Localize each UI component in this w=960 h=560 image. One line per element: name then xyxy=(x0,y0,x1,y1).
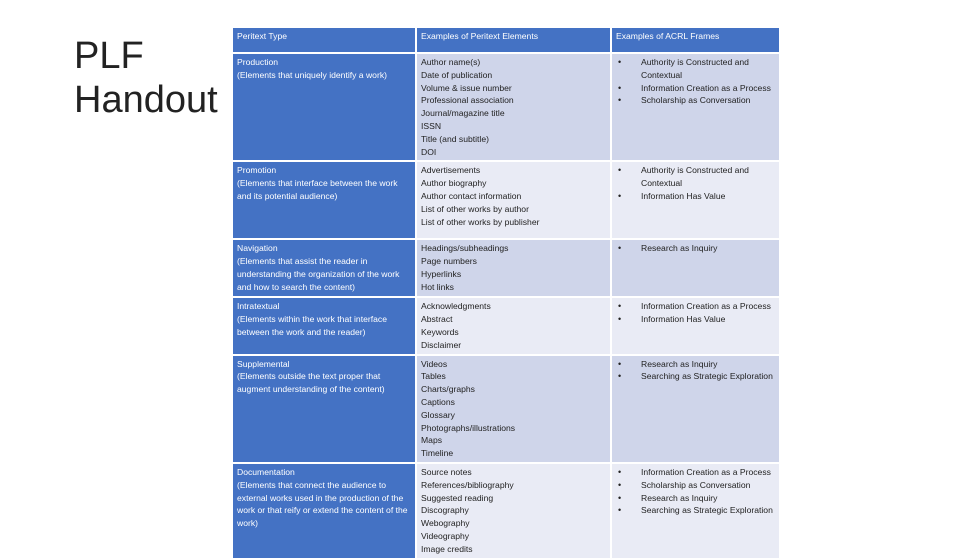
peritext-type-description: (Elements outside the text proper that augment understanding of the content) xyxy=(237,371,385,395)
acrl-frames-list xyxy=(616,300,775,326)
peritext-element-item: Glossary xyxy=(421,409,455,420)
peritext-element-item: Headings/subheadings xyxy=(421,243,509,254)
header-peritext-type: Peritext Type xyxy=(233,28,416,53)
peritext-elements-cell xyxy=(416,239,611,297)
acrl-frame-item: • Searching as Strategic Exploration xyxy=(616,504,775,517)
peritext-element-item: Keywords xyxy=(421,326,459,337)
acrl-frames-list xyxy=(616,466,775,517)
peritext-element-item: Advertisements xyxy=(421,165,481,176)
table-row xyxy=(233,463,780,559)
peritext-elements-cell xyxy=(416,53,611,161)
acrl-frame-item: • Information Creation as a Process xyxy=(616,466,775,479)
title-line-2: Handout xyxy=(74,79,218,121)
acrl-frame-item: • Research as Inquiry xyxy=(616,242,775,255)
peritext-element-item: Page numbers xyxy=(421,256,477,267)
peritext-element-item: Maps xyxy=(421,435,443,446)
peritext-type-name: Navigation xyxy=(237,243,278,254)
peritext-elements-cell xyxy=(416,161,611,239)
peritext-type-cell xyxy=(233,239,416,297)
peritext-element-item: Disclaimer xyxy=(421,339,462,350)
peritext-element-item: Timeline xyxy=(421,448,454,459)
acrl-frames-list xyxy=(616,242,775,255)
peritext-element-item: Tables xyxy=(421,371,446,382)
table-row xyxy=(233,239,780,297)
table-row xyxy=(233,161,780,239)
acrl-frame-item: • Research as Inquiry xyxy=(616,358,775,371)
peritext-element-item: Acknowledgments xyxy=(421,301,491,312)
header-peritext-elements: Examples of Peritext Elements xyxy=(416,28,611,53)
peritext-element-item: Volume & issue number xyxy=(421,82,512,93)
peritext-element-item: Author biography xyxy=(421,178,487,189)
peritext-type-description: (Elements that connect the audience to external works used in the production of the work or that reify or extend the content of the work) xyxy=(237,479,408,529)
acrl-frame-item: • Information Creation as a Process xyxy=(616,82,775,95)
peritext-type-cell xyxy=(233,463,416,559)
peritext-element-item: Charts/graphs xyxy=(421,384,475,395)
table-row xyxy=(233,297,780,354)
peritext-element-item: Author contact information xyxy=(421,190,522,201)
peritext-element-item: Date of publication xyxy=(421,69,493,80)
peritext-element-item: Hyperlinks xyxy=(421,268,462,279)
peritext-type-description: (Elements that uniquely identify a work) xyxy=(237,69,387,80)
peritext-type-cell xyxy=(233,297,416,354)
acrl-frame-item: • Searching as Strategic Exploration xyxy=(616,370,775,383)
acrl-frames-cell xyxy=(611,355,780,463)
peritext-element-item: Title (and subtitle) xyxy=(421,133,489,144)
peritext-element-item: Journal/magazine title xyxy=(421,108,505,119)
peritext-element-item: DOI xyxy=(421,146,437,157)
peritext-type-cell xyxy=(233,53,416,161)
acrl-frame-item: • Information Creation as a Process xyxy=(616,300,775,313)
acrl-frame-item: • Scholarship as Conversation xyxy=(616,94,775,107)
peritext-element-item: Videos xyxy=(421,358,448,369)
peritext-element-item: Image credits xyxy=(421,543,473,554)
peritext-type-name: Supplemental xyxy=(237,358,290,369)
table-header-row xyxy=(233,28,780,53)
peritext-type-name: Intratextual xyxy=(237,301,280,312)
peritext-type-name: Promotion xyxy=(237,165,277,176)
peritext-type-cell xyxy=(233,355,416,463)
acrl-frame-item: • Information Has Value xyxy=(616,190,775,203)
title-line-1: PLF xyxy=(74,35,144,77)
peritext-table xyxy=(233,28,781,560)
acrl-frame-item: • Research as Inquiry xyxy=(616,492,775,505)
peritext-elements-cell xyxy=(416,297,611,354)
acrl-frames-cell xyxy=(611,161,780,239)
acrl-frames-list xyxy=(616,164,775,202)
peritext-element-item: Photographs/illustrations xyxy=(421,422,516,433)
peritext-type-cell xyxy=(233,161,416,239)
acrl-frames-list xyxy=(616,358,775,384)
peritext-type-description: (Elements within the work that interface between the work and the reader) xyxy=(237,314,387,337)
acrl-frame-item: • Authority is Constructed and Contextual xyxy=(616,56,775,82)
peritext-elements-cell xyxy=(416,355,611,463)
acrl-frames-cell xyxy=(611,53,780,161)
acrl-frames-cell xyxy=(611,239,780,297)
peritext-type-description: (Elements that assist the reader in understanding the organization of the work and how to search the content) xyxy=(237,256,400,292)
peritext-element-item: Suggested reading xyxy=(421,492,494,503)
peritext-element-item: Abstract xyxy=(421,314,453,325)
peritext-element-item: ISSN xyxy=(421,120,442,131)
acrl-frames-cell xyxy=(611,463,780,559)
peritext-element-item: References/bibliography xyxy=(421,479,514,490)
acrl-frames-list xyxy=(616,56,775,107)
peritext-type-name: Production xyxy=(237,57,279,67)
peritext-element-item: List of other works by author xyxy=(421,203,529,214)
table-row xyxy=(233,355,780,463)
peritext-element-item: Professional association xyxy=(421,95,514,106)
peritext-element-item: Discography xyxy=(421,505,469,516)
acrl-frame-item: • Authority is Constructed and Contextual xyxy=(616,164,775,190)
page-title xyxy=(74,34,234,122)
peritext-type-description: (Elements that interface between the work and its potential audience) xyxy=(237,178,398,201)
peritext-element-item: Author name(s) xyxy=(421,57,481,67)
acrl-frames-cell xyxy=(611,297,780,354)
peritext-element-item: Hot links xyxy=(421,281,454,292)
peritext-element-item: Captions xyxy=(421,396,455,407)
peritext-type-name: Documentation xyxy=(237,466,295,477)
header-acrl-frames: Examples of ACRL Frames xyxy=(611,28,780,53)
peritext-element-item: Webography xyxy=(421,518,470,529)
peritext-element-item: Source notes xyxy=(421,466,472,477)
acrl-frame-item: • Scholarship as Conversation xyxy=(616,479,775,492)
acrl-frame-item: • Information Has Value xyxy=(616,313,775,326)
peritext-element-item: List of other works by publisher xyxy=(421,216,540,227)
peritext-element-item: Videography xyxy=(421,530,470,541)
table-row xyxy=(233,53,780,161)
peritext-elements-cell xyxy=(416,463,611,559)
